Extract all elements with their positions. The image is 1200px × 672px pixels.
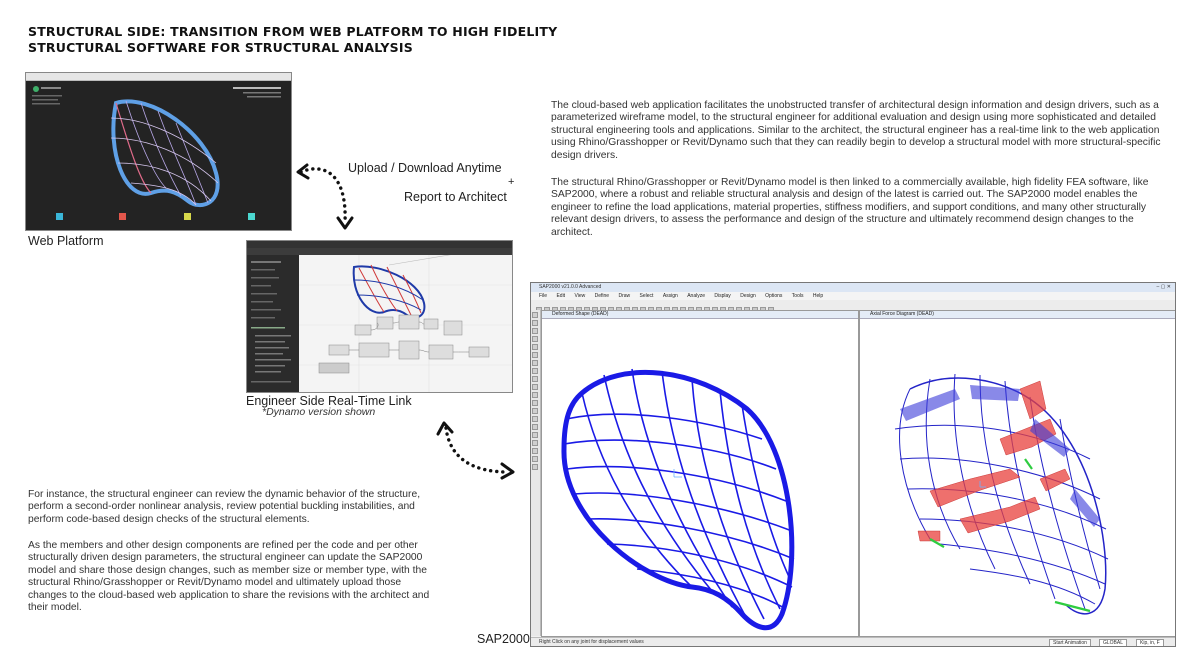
snap-mid-icon[interactable]	[532, 432, 538, 438]
dynamo-note: *Dynamo version shown	[262, 406, 376, 418]
intersect-icon[interactable]	[532, 416, 538, 422]
page-title	[28, 24, 557, 56]
snap-line-icon[interactable]	[532, 456, 538, 462]
engineer-link-label: Engineer Side Real-Time Link	[246, 394, 412, 408]
status-text: Right Click on any joint for displacement values	[539, 639, 644, 645]
dynamo-toolbar	[247, 248, 512, 255]
menu-edit[interactable]: Edit	[556, 293, 566, 299]
menu-select[interactable]: Select	[639, 293, 654, 299]
snap-grid-icon[interactable]	[532, 464, 538, 470]
report-architect-label: Report to Architect	[404, 190, 507, 204]
dynamo-canvas	[299, 255, 512, 392]
menu-tools[interactable]: Tools	[791, 293, 804, 299]
axial-force-title: Axial Force Diagram (DEAD)	[860, 311, 1175, 319]
draw-joint-icon[interactable]	[532, 328, 538, 334]
menu-draw[interactable]: Draw	[618, 293, 631, 299]
menu-display[interactable]: Display	[714, 293, 731, 299]
start-animation-button[interactable]: Start Animation	[1049, 639, 1091, 647]
web-wireframe-model	[96, 93, 226, 213]
menu-assign[interactable]: Assign	[662, 293, 678, 299]
menu-file[interactable]: File	[539, 293, 548, 299]
sap2000-label: SAP2000	[477, 632, 530, 646]
upload-download-label: Upload / Download Anytime	[348, 161, 502, 175]
menu-analyze[interactable]: Analyze	[687, 293, 706, 299]
units-select[interactable]: Kip, in, F	[1136, 639, 1164, 647]
axial-force-view	[860, 319, 1175, 636]
dynamo-screenshot	[246, 240, 513, 393]
draw-frame-icon[interactable]	[532, 336, 538, 342]
sap-left-toolbar	[531, 310, 541, 636]
snap-perp-icon[interactable]	[532, 448, 538, 454]
menu-help[interactable]: Help	[812, 293, 824, 299]
window-controls-icon[interactable]: – ▢ ✕	[1156, 284, 1171, 290]
select-prev-icon[interactable]	[532, 400, 538, 406]
section-icon[interactable]	[532, 384, 538, 390]
deformed-shape-title: Deformed Shape (DEAD)	[542, 311, 858, 319]
title-line-1: STRUCTURAL SIDE: TRANSITION FROM WEB PLATFORM TO HIGH FIDELITY	[28, 24, 558, 39]
dynamo-library-panel	[247, 255, 299, 392]
menu-view[interactable]: View	[574, 293, 586, 299]
web-platform-screenshot	[25, 72, 292, 231]
lower-paragraph-1: For instance, the structural engineer can review the dynamic behavior of the structure, perform a second-order nonlinear analysis, review potential buckling instabilities, and perform code-based design checks of the structural elements.	[28, 489, 421, 525]
select-all-icon[interactable]	[532, 392, 538, 398]
pointer-icon[interactable]	[532, 312, 538, 318]
deformed-shape-view	[542, 319, 858, 636]
axial-force-pane[interactable]	[859, 310, 1176, 637]
sap-status-bar	[531, 637, 1175, 647]
web-app-header-left	[32, 85, 76, 107]
web-cube-icons	[56, 211, 266, 223]
intro-paragraph-1: The cloud-based web application facilitates the unobstructed transfer of architectural design information and design drivers, such as a parameterized wireframe model, to the structural engineer for additional evaluation and design using more sophisticated and detailed structural engineering tools and applications. Similar to the architect, the structural engineer has a real-time link to the web application using Rhino/Grasshopper or Revit/Dynamo such that they can readily begin to develop a structural model with more structural-specific design drivers.	[551, 100, 1161, 161]
menu-define[interactable]: Define	[594, 293, 610, 299]
reshape-icon[interactable]	[532, 320, 538, 326]
menu-design[interactable]: Design	[740, 293, 756, 299]
snap-end-icon[interactable]	[532, 440, 538, 446]
sap-title: SAP2000 v21.0.0 Advanced	[539, 284, 602, 290]
dynamo-menubar	[247, 241, 512, 248]
menu-options[interactable]: Options	[765, 293, 783, 299]
web-app-header-right	[233, 85, 283, 103]
title-line-2: STRUCTURAL SOFTWARE FOR STRUCTURAL ANALYSIS	[28, 40, 413, 55]
draw-link-icon[interactable]	[532, 376, 538, 382]
sap2000-window	[530, 282, 1176, 647]
dotted-arrow-top	[295, 160, 365, 240]
clear-select-icon[interactable]	[532, 408, 538, 414]
upload-plus: +	[508, 176, 515, 188]
coordinate-system-select[interactable]: GLOBAL	[1099, 639, 1127, 647]
draw-rect-icon[interactable]	[532, 360, 538, 366]
browser-bar	[26, 73, 291, 81]
draw-area-icon[interactable]	[532, 352, 538, 358]
deformed-shape-pane[interactable]	[541, 310, 859, 637]
intro-paragraph-2: The structural Rhino/Grasshopper or Revit/Dynamo model is then linked to a commercially available, high fidelity FEA software, like SAP2000, where a robust and reliable structural analysis and design of the latest is carried out. The SAP2000 model enables the engineer to refine the load applications, material properties, stiffness modifiers, and support conditions, and many other structurally relevant design drivers, to assess the performance and design of the structure and ultimately recommend design changes to the architect.	[551, 177, 1149, 238]
draw-cable-icon[interactable]	[532, 344, 538, 350]
snap-joint-icon[interactable]	[532, 424, 538, 430]
sap-menubar	[531, 292, 1175, 300]
lower-paragraph-2: As the members and other design components are refined per the code and per other structurally driven design parameters, the structural engineer can update the SAP2000 model and share those design changes, such as member size or member type, with the structural Rhino/Grasshopper or Revit/Dynamo model and ultimately upload those changes to the cloud-based web application to share the revisions with the architect and their model.	[28, 540, 430, 614]
web-platform-label: Web Platform	[28, 234, 104, 248]
draw-solid-icon[interactable]	[532, 368, 538, 374]
dotted-arrow-bottom	[430, 412, 520, 480]
